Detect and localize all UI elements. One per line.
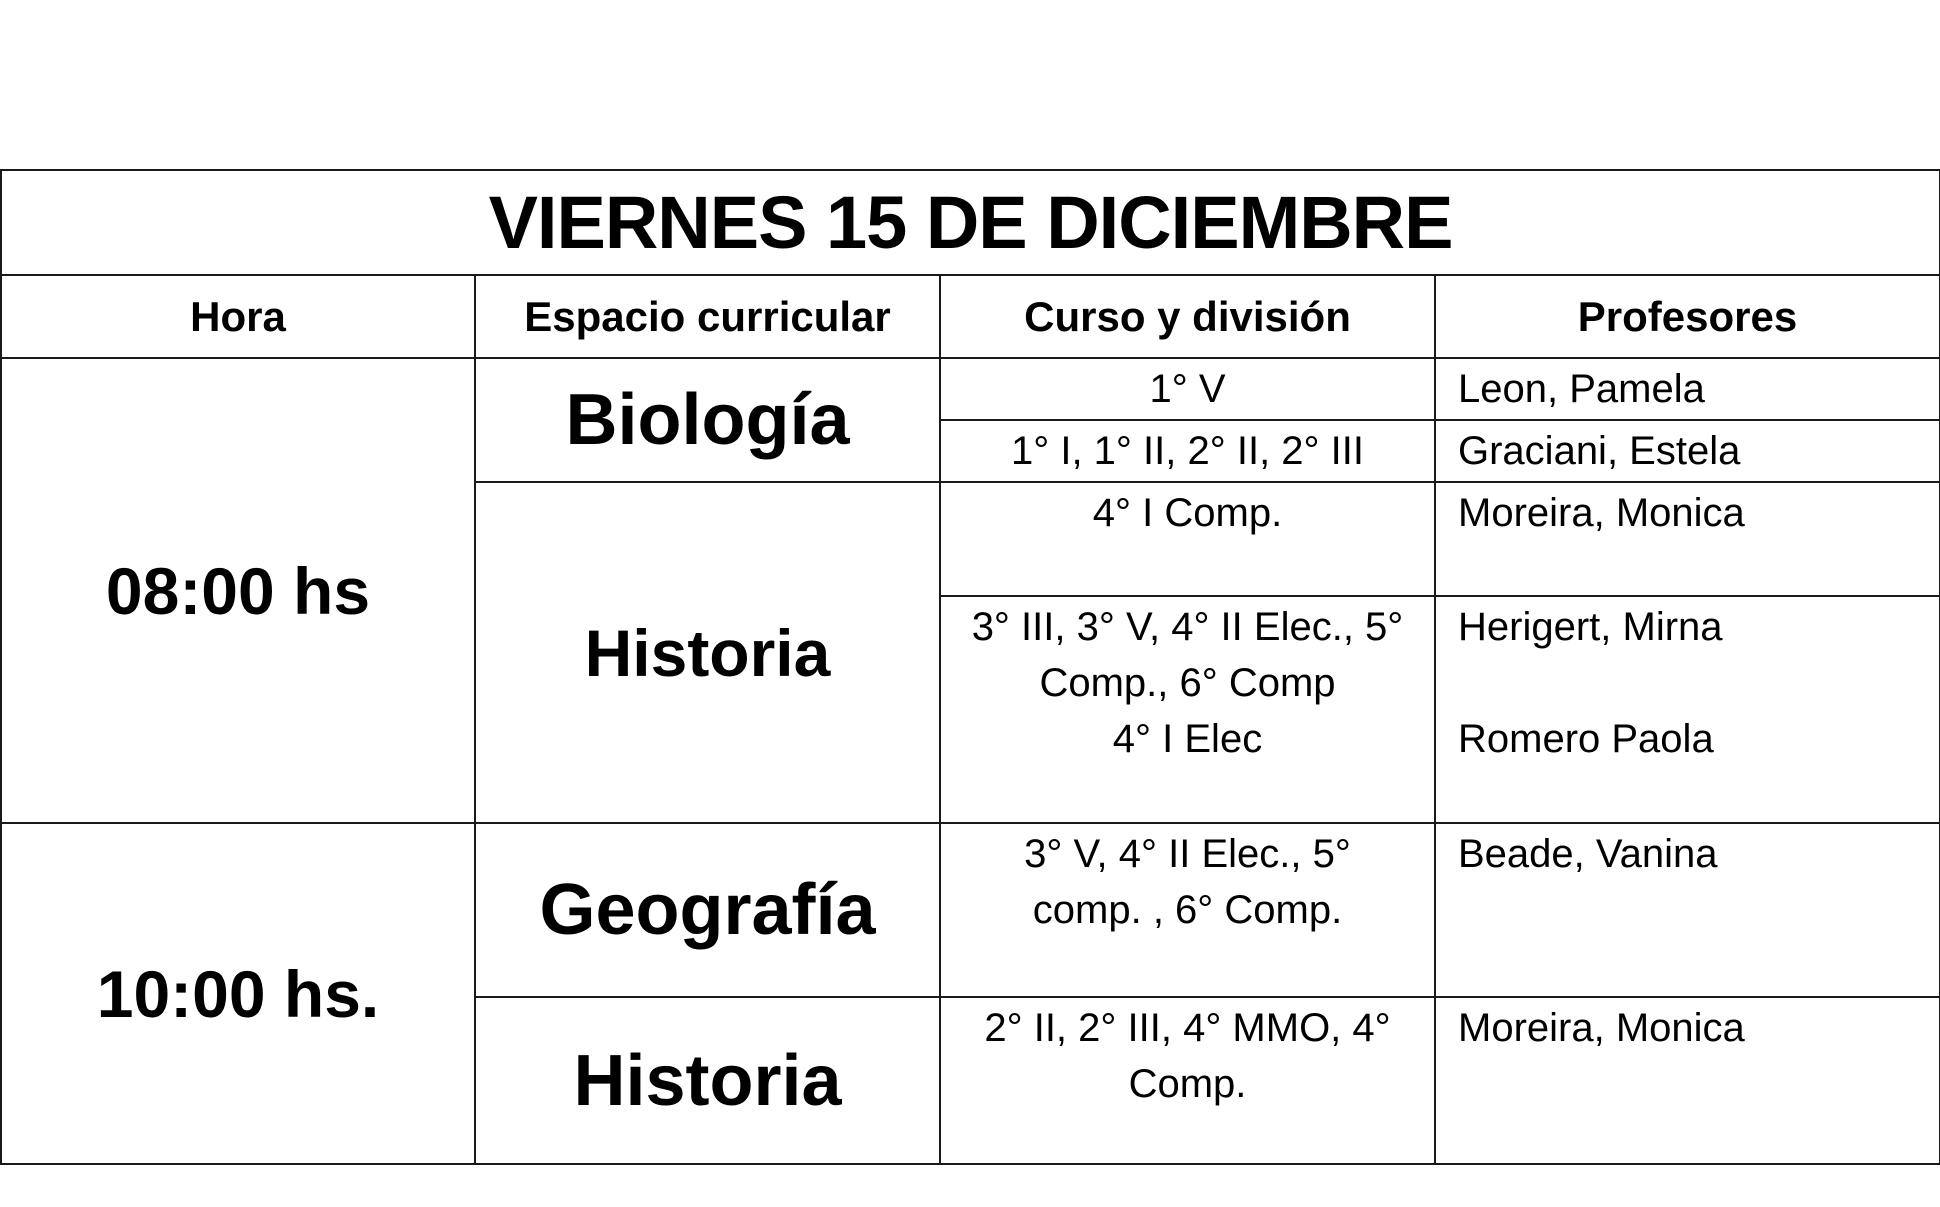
professor-name: Leon, Pamela (1458, 367, 1705, 411)
subject-cell-historia: Historia (475, 482, 940, 823)
course-line: 1° I, 1° II, 2° II, 2° III (1010, 429, 1364, 473)
subject-cell-geografia: Geografía (475, 823, 940, 997)
professor-name: Beade, Vanina (1458, 832, 1718, 876)
professor-cell (1435, 420, 1940, 482)
schedule-title: VIERNES 15 DE DICIEMBRE (1, 170, 1940, 275)
course-cell (940, 420, 1435, 482)
professor-cell (1435, 358, 1940, 420)
professor-name: Moreira, Monica (1458, 491, 1745, 535)
subject-cell-historia: Historia (475, 997, 940, 1164)
course-line: comp. , 6° Comp. (1032, 888, 1343, 932)
course-line: Comp. (1128, 1062, 1247, 1106)
course-line: 2° II, 2° III, 4° MMO, 4° (984, 1006, 1391, 1050)
professor-cell (1435, 997, 1940, 1164)
professor-name: Moreira, Monica (1458, 1006, 1745, 1050)
title-row (1, 170, 1940, 275)
course-cell (940, 596, 1435, 823)
course-line: Comp., 6° Comp (1039, 661, 1336, 705)
table-row (1, 358, 1940, 420)
course-cell (940, 823, 1435, 997)
professor-name: Romero Paola (1458, 717, 1714, 761)
course-line: 3° III, 3° V, 4° II Elec., 5° (971, 605, 1404, 649)
professor-cell (1435, 482, 1940, 596)
exam-schedule-table (0, 169, 1940, 1165)
professor-name: Herigert, Mirna (1458, 605, 1723, 649)
hour-cell-1000: 10:00 hs. (1, 823, 475, 1164)
professor-cell (1435, 596, 1940, 823)
professor-spacer (1458, 655, 1939, 711)
subject-cell-biologia: Biología (475, 358, 940, 482)
course-cell (940, 358, 1435, 420)
course-line: 4° I Elec (1112, 717, 1263, 761)
header-row (1, 275, 1940, 358)
course-line: 3° V, 4° II Elec., 5° (1024, 832, 1351, 876)
header-profesores: Profesores (1435, 275, 1940, 358)
course-cell (940, 482, 1435, 596)
table-row (1, 823, 1940, 997)
course-cell (940, 997, 1435, 1164)
header-espacio-curricular: Espacio curricular (475, 275, 940, 358)
professor-name: Graciani, Estela (1458, 429, 1741, 473)
header-hora: Hora (1, 275, 475, 358)
course-line: 1° V (1149, 367, 1226, 411)
course-line: 4° I Comp. (1092, 491, 1283, 535)
header-curso-division: Curso y división (940, 275, 1435, 358)
professor-cell (1435, 823, 1940, 997)
hour-cell-0800: 08:00 hs (1, 358, 475, 823)
